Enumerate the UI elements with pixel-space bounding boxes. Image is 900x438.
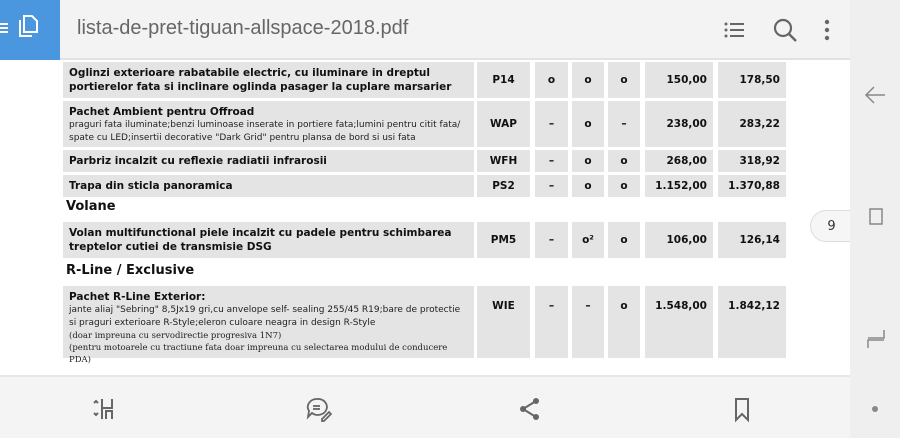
row-title: Pachet R-Line Exterior: (69, 291, 206, 303)
table-cell-net: 268,00 (645, 150, 713, 172)
table-cell-gross: 178,50 (718, 62, 786, 98)
bookmark-icon[interactable] (728, 395, 756, 423)
table-cell-code: WFH (477, 150, 530, 172)
file-menu-button[interactable] (0, 0, 60, 60)
table-cell-code: PM5 (477, 222, 530, 258)
back-icon[interactable] (862, 82, 888, 108)
row-note: (doar impreuna cu servodirectie progresiva 1N7) (69, 331, 282, 341)
table-cell-c2: o (572, 150, 604, 172)
section-heading: R-Line / Exclusive (66, 263, 195, 278)
switch-icon[interactable] (862, 326, 888, 352)
dot-icon[interactable] (862, 396, 888, 422)
table-cell-c1: o (535, 62, 568, 98)
table-cell-c3: o (608, 150, 640, 172)
annotate-icon[interactable] (304, 395, 332, 423)
table-cell-code: WAP (477, 101, 530, 147)
reading-mode-icon[interactable] (90, 395, 118, 423)
table-cell-c1: – (535, 150, 568, 172)
table-cell-c3: o (608, 62, 640, 98)
table-cell-c3: – (608, 101, 640, 147)
row-detail: jante aliaj "Sebring" 8,5Jx19 gri,cu anvelope self- sealing 255/45 R19;bare de protectie si praguri exterioare R-Style;eleron culoare neagra in design R-Style (69, 305, 461, 328)
table-row-description (63, 175, 474, 197)
page-indicator[interactable]: 9 (810, 210, 852, 242)
table-cell-c1: – (535, 222, 568, 258)
table-row-description (63, 101, 474, 147)
system-nav-bar (850, 0, 900, 438)
table-cell-c3: o (608, 286, 640, 358)
row-detail: praguri fata iluminate;benzi luminoase inserate in portiere fata;lumini pentru citit fata/ spate cu LED;insertii decorative "Dark Grid" pentru plansa de bord si usi fata (69, 120, 461, 143)
table-cell-c1: – (535, 101, 568, 147)
more-vert-icon[interactable] (812, 15, 842, 45)
search-icon[interactable] (770, 15, 800, 45)
table-cell-c3: o (608, 222, 640, 258)
pdf-page[interactable] (60, 62, 850, 375)
table-cell-net: 106,00 (645, 222, 713, 258)
recents-icon[interactable] (862, 204, 888, 230)
bottom-toolbar (0, 375, 850, 438)
list-icon[interactable] (720, 15, 750, 45)
menu-files-icon (0, 0, 60, 60)
row-title: Pachet Ambient pentru Offroad (69, 106, 255, 118)
row-title: Oglinzi exterioare rabatabile electric, cu iluminare in dreptul portierelor fata si inclinare oglinda pasager la cuplare marsarier (69, 67, 452, 93)
table-cell-c2: o (572, 175, 604, 197)
table-cell-code: WIE (477, 286, 530, 358)
row-title: Trapa din sticla panoramica (69, 180, 233, 192)
table-cell-net: 150,00 (645, 62, 713, 98)
table-row-description (63, 150, 474, 172)
table-cell-gross: 126,14 (718, 222, 786, 258)
section-heading: Volane (66, 199, 116, 214)
table-cell-c1: – (535, 286, 568, 358)
row-note: (pentru motoarele cu tractiune fata doar impreuna cu selectarea modului de conducere PDA) (69, 343, 448, 365)
table-row-description (63, 222, 474, 258)
table-cell-code: P14 (477, 62, 530, 98)
table-cell-gross: 318,92 (718, 150, 786, 172)
table-cell-gross: 283,22 (718, 101, 786, 147)
row-title: Parbriz incalzit cu reflexie radiatii infrarosii (69, 155, 327, 167)
document-title: lista-de-pret-tiguan-allspace-2018.pdf (77, 17, 409, 39)
table-cell-c2: o (572, 62, 604, 98)
table-cell-c3: o (608, 175, 640, 197)
table-cell-net: 1.548,00 (645, 286, 713, 358)
table-row-description (63, 286, 474, 365)
table-cell-c2: o (572, 101, 604, 147)
table-cell-net: 1.152,00 (645, 175, 713, 197)
table-cell-gross: 1.842,12 (718, 286, 786, 358)
row-title: Volan multifunctional piele incalzit cu padele pentru schimbarea treptelor cutiei de transmisie DSG (69, 227, 452, 253)
table-cell-c2: – (572, 286, 604, 358)
table-cell-c2: o² (572, 222, 604, 258)
table-cell-net: 238,00 (645, 101, 713, 147)
table-cell-gross: 1.370,88 (718, 175, 786, 197)
app-toolbar (0, 0, 850, 60)
share-icon[interactable] (516, 395, 544, 423)
table-cell-c1: – (535, 175, 568, 197)
table-row-description (63, 62, 474, 98)
table-cell-code: PS2 (477, 175, 530, 197)
